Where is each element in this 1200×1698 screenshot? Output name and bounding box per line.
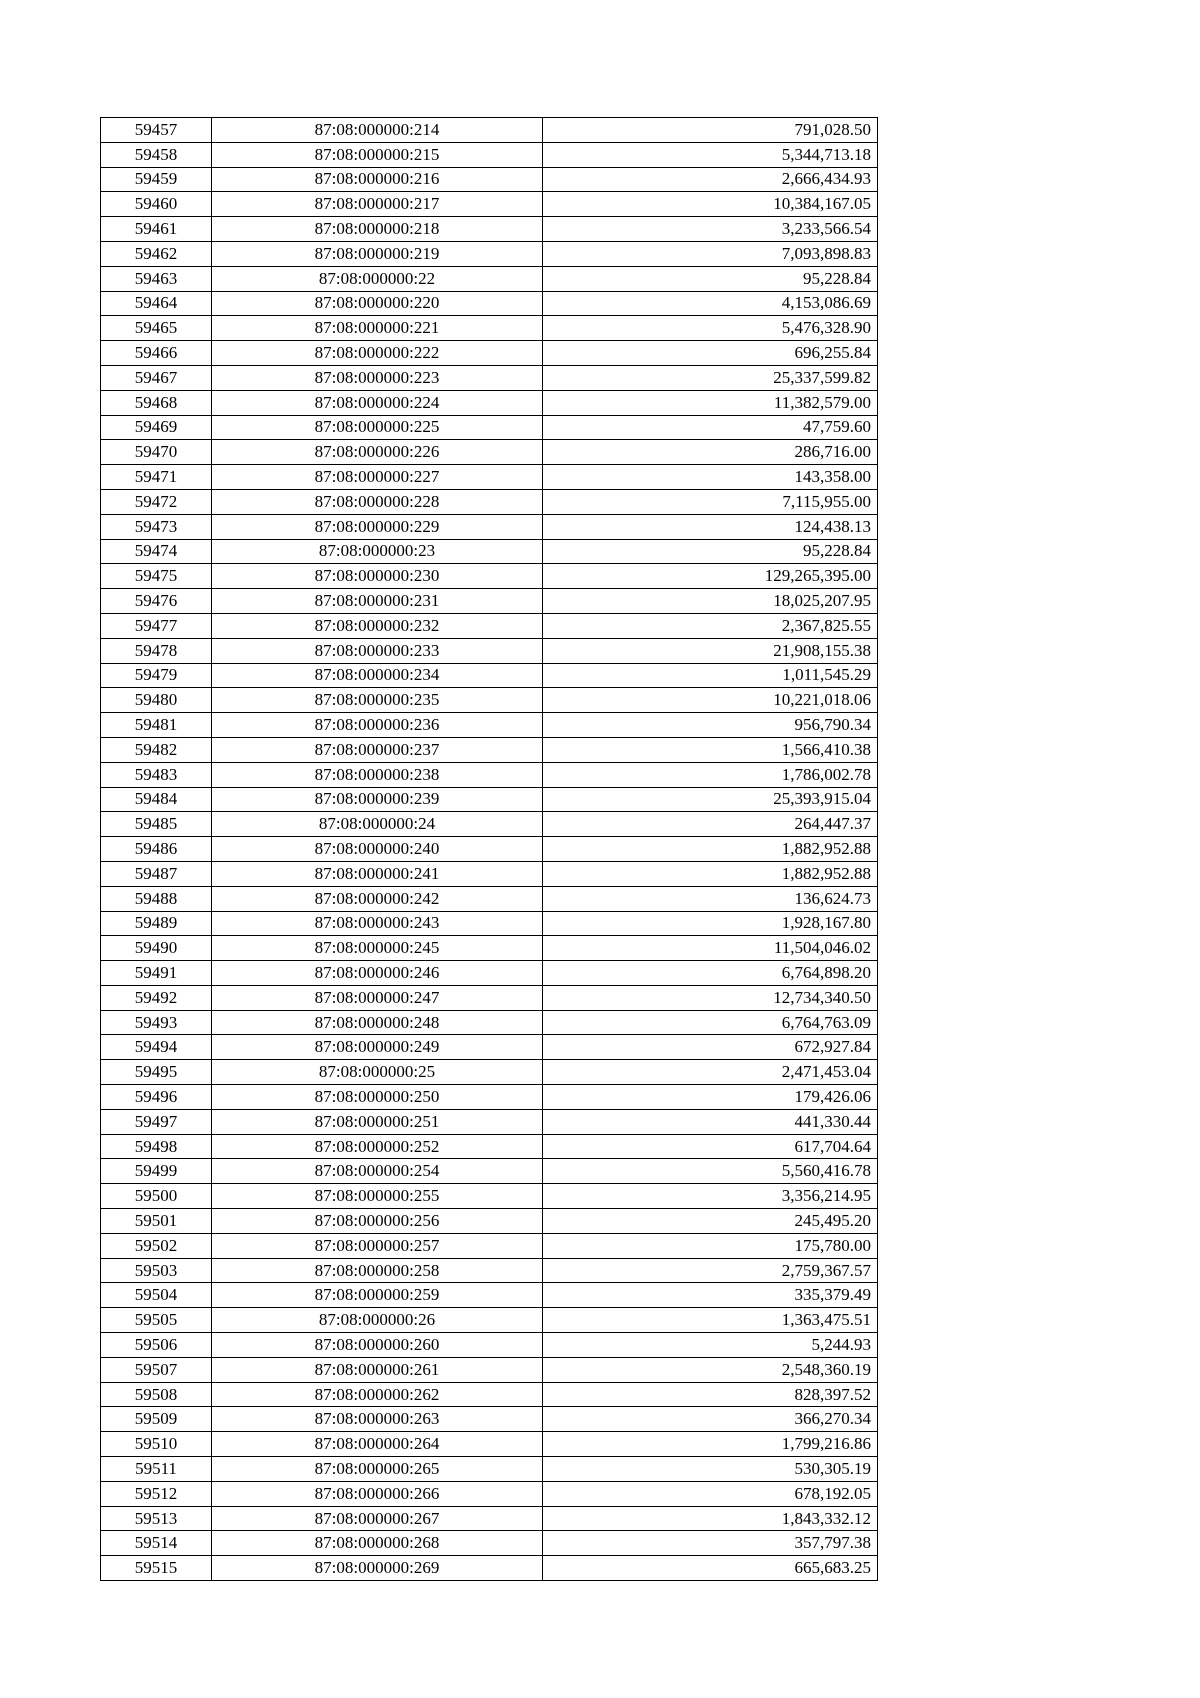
cadastral-value-cell: 5,244.93 (543, 1333, 878, 1358)
cadastral-value-cell: 357,797.38 (543, 1531, 878, 1556)
cadastral-value-table (100, 117, 878, 1581)
cadastral-number-cell: 87:08:000000:241 (212, 861, 543, 886)
table-row (101, 837, 878, 862)
table-row (101, 737, 878, 762)
cadastral-value-cell: 4,153,086.69 (543, 291, 878, 316)
cadastral-number-cell: 87:08:000000:234 (212, 663, 543, 688)
table-row (101, 514, 878, 539)
row-number-cell: 59507 (101, 1357, 212, 1382)
row-number-cell: 59486 (101, 837, 212, 862)
row-number-cell: 59464 (101, 291, 212, 316)
table-row (101, 812, 878, 837)
cadastral-value-cell: 696,255.84 (543, 341, 878, 366)
row-number-cell: 59496 (101, 1085, 212, 1110)
table-row (101, 1382, 878, 1407)
cadastral-number-cell: 87:08:000000:258 (212, 1258, 543, 1283)
row-number-cell: 59472 (101, 489, 212, 514)
row-number-cell: 59506 (101, 1333, 212, 1358)
table-row (101, 415, 878, 440)
table-row (101, 390, 878, 415)
cadastral-value-cell: 530,305.19 (543, 1457, 878, 1482)
table-row (101, 911, 878, 936)
cadastral-number-cell: 87:08:000000:252 (212, 1134, 543, 1159)
row-number-cell: 59466 (101, 341, 212, 366)
table-row (101, 118, 878, 143)
table-row (101, 217, 878, 242)
table-row (101, 886, 878, 911)
cadastral-number-cell: 87:08:000000:245 (212, 936, 543, 961)
cadastral-value-cell: 1,843,332.12 (543, 1506, 878, 1531)
cadastral-value-cell: 1,011,545.29 (543, 663, 878, 688)
cadastral-value-cell: 3,233,566.54 (543, 217, 878, 242)
row-number-cell: 59500 (101, 1184, 212, 1209)
row-number-cell: 59491 (101, 961, 212, 986)
row-number-cell: 59482 (101, 737, 212, 762)
table-row (101, 1159, 878, 1184)
cadastral-number-cell: 87:08:000000:242 (212, 886, 543, 911)
row-number-cell: 59467 (101, 365, 212, 390)
cadastral-value-cell: 7,093,898.83 (543, 241, 878, 266)
cadastral-value-cell: 18,025,207.95 (543, 589, 878, 614)
cadastral-value-cell: 672,927.84 (543, 1035, 878, 1060)
cadastral-value-cell: 1,928,167.80 (543, 911, 878, 936)
table-row (101, 142, 878, 167)
row-number-cell: 59511 (101, 1457, 212, 1482)
cadastral-value-cell: 828,397.52 (543, 1382, 878, 1407)
row-number-cell: 59505 (101, 1308, 212, 1333)
cadastral-value-cell: 5,476,328.90 (543, 316, 878, 341)
cadastral-value-cell: 2,471,453.04 (543, 1060, 878, 1085)
row-number-cell: 59512 (101, 1481, 212, 1506)
cadastral-value-cell: 7,115,955.00 (543, 489, 878, 514)
row-number-cell: 59498 (101, 1134, 212, 1159)
cadastral-number-cell: 87:08:000000:267 (212, 1506, 543, 1531)
table-row (101, 1357, 878, 1382)
cadastral-number-cell: 87:08:000000:248 (212, 1010, 543, 1035)
cadastral-number-cell: 87:08:000000:256 (212, 1209, 543, 1234)
cadastral-number-cell: 87:08:000000:216 (212, 167, 543, 192)
cadastral-number-cell: 87:08:000000:263 (212, 1407, 543, 1432)
row-number-cell: 59509 (101, 1407, 212, 1432)
cadastral-value-cell: 1,363,475.51 (543, 1308, 878, 1333)
row-number-cell: 59461 (101, 217, 212, 242)
table-row (101, 266, 878, 291)
cadastral-value-cell: 791,028.50 (543, 118, 878, 143)
row-number-cell: 59470 (101, 440, 212, 465)
row-number-cell: 59502 (101, 1233, 212, 1258)
cadastral-value-cell: 143,358.00 (543, 465, 878, 490)
cadastral-number-cell: 87:08:000000:233 (212, 638, 543, 663)
cadastral-number-cell: 87:08:000000:265 (212, 1457, 543, 1482)
row-number-cell: 59493 (101, 1010, 212, 1035)
cadastral-number-cell: 87:08:000000:215 (212, 142, 543, 167)
cadastral-number-cell: 87:08:000000:220 (212, 291, 543, 316)
cadastral-value-cell: 95,228.84 (543, 266, 878, 291)
cadastral-number-cell: 87:08:000000:26 (212, 1308, 543, 1333)
cadastral-number-cell: 87:08:000000:230 (212, 564, 543, 589)
cadastral-value-cell: 124,438.13 (543, 514, 878, 539)
cadastral-number-cell: 87:08:000000:266 (212, 1481, 543, 1506)
cadastral-value-cell: 6,764,898.20 (543, 961, 878, 986)
row-number-cell: 59477 (101, 613, 212, 638)
table-body (101, 118, 878, 1581)
table-row (101, 1184, 878, 1209)
table-row (101, 1333, 878, 1358)
cadastral-number-cell: 87:08:000000:264 (212, 1432, 543, 1457)
cadastral-value-cell: 175,780.00 (543, 1233, 878, 1258)
row-number-cell: 59487 (101, 861, 212, 886)
row-number-cell: 59490 (101, 936, 212, 961)
table-row (101, 564, 878, 589)
table-row (101, 192, 878, 217)
row-number-cell: 59474 (101, 539, 212, 564)
cadastral-number-cell: 87:08:000000:247 (212, 985, 543, 1010)
cadastral-number-cell: 87:08:000000:240 (212, 837, 543, 862)
table-row (101, 1457, 878, 1482)
row-number-cell: 59471 (101, 465, 212, 490)
cadastral-value-cell: 3,356,214.95 (543, 1184, 878, 1209)
cadastral-value-cell: 1,882,952.88 (543, 861, 878, 886)
row-number-cell: 59485 (101, 812, 212, 837)
row-number-cell: 59481 (101, 713, 212, 738)
cadastral-number-cell: 87:08:000000:214 (212, 118, 543, 143)
cadastral-number-cell: 87:08:000000:257 (212, 1233, 543, 1258)
cadastral-value-cell: 2,367,825.55 (543, 613, 878, 638)
row-number-cell: 59476 (101, 589, 212, 614)
cadastral-number-cell: 87:08:000000:255 (212, 1184, 543, 1209)
cadastral-number-cell: 87:08:000000:237 (212, 737, 543, 762)
row-number-cell: 59463 (101, 266, 212, 291)
table-row (101, 1085, 878, 1110)
cadastral-number-cell: 87:08:000000:246 (212, 961, 543, 986)
cadastral-number-cell: 87:08:000000:221 (212, 316, 543, 341)
cadastral-value-cell: 136,624.73 (543, 886, 878, 911)
cadastral-number-cell: 87:08:000000:269 (212, 1556, 543, 1581)
cadastral-value-cell: 2,548,360.19 (543, 1357, 878, 1382)
cadastral-number-cell: 87:08:000000:254 (212, 1159, 543, 1184)
cadastral-value-cell: 441,330.44 (543, 1109, 878, 1134)
row-number-cell: 59473 (101, 514, 212, 539)
table-row (101, 341, 878, 366)
row-number-cell: 59488 (101, 886, 212, 911)
cadastral-number-cell: 87:08:000000:224 (212, 390, 543, 415)
cadastral-number-cell: 87:08:000000:23 (212, 539, 543, 564)
cadastral-number-cell: 87:08:000000:251 (212, 1109, 543, 1134)
table-row (101, 688, 878, 713)
table-row (101, 1283, 878, 1308)
cadastral-number-cell: 87:08:000000:250 (212, 1085, 543, 1110)
cadastral-value-cell: 95,228.84 (543, 539, 878, 564)
cadastral-number-cell: 87:08:000000:222 (212, 341, 543, 366)
cadastral-value-cell: 10,384,167.05 (543, 192, 878, 217)
cadastral-number-cell: 87:08:000000:268 (212, 1531, 543, 1556)
cadastral-number-cell: 87:08:000000:227 (212, 465, 543, 490)
row-number-cell: 59462 (101, 241, 212, 266)
row-number-cell: 59499 (101, 1159, 212, 1184)
table-row (101, 1556, 878, 1581)
cadastral-value-cell: 1,786,002.78 (543, 762, 878, 787)
cadastral-value-cell: 956,790.34 (543, 713, 878, 738)
row-number-cell: 59460 (101, 192, 212, 217)
cadastral-value-cell: 366,270.34 (543, 1407, 878, 1432)
cadastral-value-cell: 11,504,046.02 (543, 936, 878, 961)
cadastral-value-cell: 129,265,395.00 (543, 564, 878, 589)
table-row (101, 961, 878, 986)
row-number-cell: 59503 (101, 1258, 212, 1283)
cadastral-value-cell: 617,704.64 (543, 1134, 878, 1159)
table-row (101, 1134, 878, 1159)
cadastral-value-cell: 1,799,216.86 (543, 1432, 878, 1457)
cadastral-value-cell: 25,393,915.04 (543, 787, 878, 812)
cadastral-value-cell: 264,447.37 (543, 812, 878, 837)
cadastral-number-cell: 87:08:000000:243 (212, 911, 543, 936)
table-row (101, 489, 878, 514)
table-row (101, 762, 878, 787)
cadastral-number-cell: 87:08:000000:235 (212, 688, 543, 713)
cadastral-value-cell: 2,666,434.93 (543, 167, 878, 192)
cadastral-number-cell: 87:08:000000:259 (212, 1283, 543, 1308)
cadastral-number-cell: 87:08:000000:229 (212, 514, 543, 539)
cadastral-value-cell: 2,759,367.57 (543, 1258, 878, 1283)
table-row (101, 1233, 878, 1258)
table-row (101, 365, 878, 390)
cadastral-value-cell: 10,221,018.06 (543, 688, 878, 713)
table-row (101, 638, 878, 663)
cadastral-value-cell: 286,716.00 (543, 440, 878, 465)
table-row (101, 589, 878, 614)
table-row (101, 1531, 878, 1556)
row-number-cell: 59468 (101, 390, 212, 415)
row-number-cell: 59514 (101, 1531, 212, 1556)
row-number-cell: 59480 (101, 688, 212, 713)
row-number-cell: 59469 (101, 415, 212, 440)
cadastral-value-cell: 1,882,952.88 (543, 837, 878, 862)
table-row (101, 613, 878, 638)
table-row (101, 1432, 878, 1457)
table-row (101, 539, 878, 564)
table-row (101, 663, 878, 688)
cadastral-number-cell: 87:08:000000:239 (212, 787, 543, 812)
table-row (101, 316, 878, 341)
row-number-cell: 59501 (101, 1209, 212, 1234)
table-row (101, 1506, 878, 1531)
table-row (101, 985, 878, 1010)
cadastral-number-cell: 87:08:000000:261 (212, 1357, 543, 1382)
table-row (101, 465, 878, 490)
row-number-cell: 59479 (101, 663, 212, 688)
cadastral-number-cell: 87:08:000000:218 (212, 217, 543, 242)
table-row (101, 1308, 878, 1333)
row-number-cell: 59495 (101, 1060, 212, 1085)
cadastral-number-cell: 87:08:000000:22 (212, 266, 543, 291)
cadastral-value-cell: 335,379.49 (543, 1283, 878, 1308)
table-row (101, 861, 878, 886)
cadastral-number-cell: 87:08:000000:223 (212, 365, 543, 390)
cadastral-value-cell: 245,495.20 (543, 1209, 878, 1234)
cadastral-number-cell: 87:08:000000:226 (212, 440, 543, 465)
row-number-cell: 59515 (101, 1556, 212, 1581)
cadastral-number-cell: 87:08:000000:262 (212, 1382, 543, 1407)
cadastral-value-cell: 5,344,713.18 (543, 142, 878, 167)
cadastral-number-cell: 87:08:000000:232 (212, 613, 543, 638)
row-number-cell: 59484 (101, 787, 212, 812)
row-number-cell: 59513 (101, 1506, 212, 1531)
cadastral-value-cell: 21,908,155.38 (543, 638, 878, 663)
row-number-cell: 59475 (101, 564, 212, 589)
table-row (101, 1209, 878, 1234)
cadastral-value-cell: 11,382,579.00 (543, 390, 878, 415)
cadastral-number-cell: 87:08:000000:231 (212, 589, 543, 614)
cadastral-number-cell: 87:08:000000:25 (212, 1060, 543, 1085)
table-row (101, 241, 878, 266)
cadastral-value-cell: 12,734,340.50 (543, 985, 878, 1010)
cadastral-number-cell: 87:08:000000:249 (212, 1035, 543, 1060)
row-number-cell: 59458 (101, 142, 212, 167)
cadastral-value-cell: 678,192.05 (543, 1481, 878, 1506)
row-number-cell: 59483 (101, 762, 212, 787)
table-row (101, 1258, 878, 1283)
cadastral-number-cell: 87:08:000000:24 (212, 812, 543, 837)
row-number-cell: 59510 (101, 1432, 212, 1457)
table-row (101, 1407, 878, 1432)
cadastral-value-cell: 1,566,410.38 (543, 737, 878, 762)
row-number-cell: 59504 (101, 1283, 212, 1308)
cadastral-number-cell: 87:08:000000:228 (212, 489, 543, 514)
cadastral-number-cell: 87:08:000000:219 (212, 241, 543, 266)
cadastral-value-cell: 665,683.25 (543, 1556, 878, 1581)
cadastral-number-cell: 87:08:000000:217 (212, 192, 543, 217)
table-row (101, 1109, 878, 1134)
table-row (101, 1481, 878, 1506)
cadastral-value-cell: 179,426.06 (543, 1085, 878, 1110)
table-row (101, 167, 878, 192)
row-number-cell: 59494 (101, 1035, 212, 1060)
cadastral-number-cell: 87:08:000000:260 (212, 1333, 543, 1358)
table-row (101, 713, 878, 738)
cadastral-number-cell: 87:08:000000:238 (212, 762, 543, 787)
row-number-cell: 59489 (101, 911, 212, 936)
table-row (101, 1060, 878, 1085)
row-number-cell: 59492 (101, 985, 212, 1010)
table-row (101, 1010, 878, 1035)
row-number-cell: 59508 (101, 1382, 212, 1407)
table-row (101, 936, 878, 961)
table-row (101, 291, 878, 316)
cadastral-value-cell: 25,337,599.82 (543, 365, 878, 390)
row-number-cell: 59478 (101, 638, 212, 663)
row-number-cell: 59497 (101, 1109, 212, 1134)
row-number-cell: 59465 (101, 316, 212, 341)
table-row (101, 787, 878, 812)
cadastral-value-cell: 47,759.60 (543, 415, 878, 440)
cadastral-value-cell: 5,560,416.78 (543, 1159, 878, 1184)
row-number-cell: 59459 (101, 167, 212, 192)
row-number-cell: 59457 (101, 118, 212, 143)
table-row (101, 1035, 878, 1060)
cadastral-value-cell: 6,764,763.09 (543, 1010, 878, 1035)
cadastral-number-cell: 87:08:000000:236 (212, 713, 543, 738)
table-row (101, 440, 878, 465)
cadastral-number-cell: 87:08:000000:225 (212, 415, 543, 440)
